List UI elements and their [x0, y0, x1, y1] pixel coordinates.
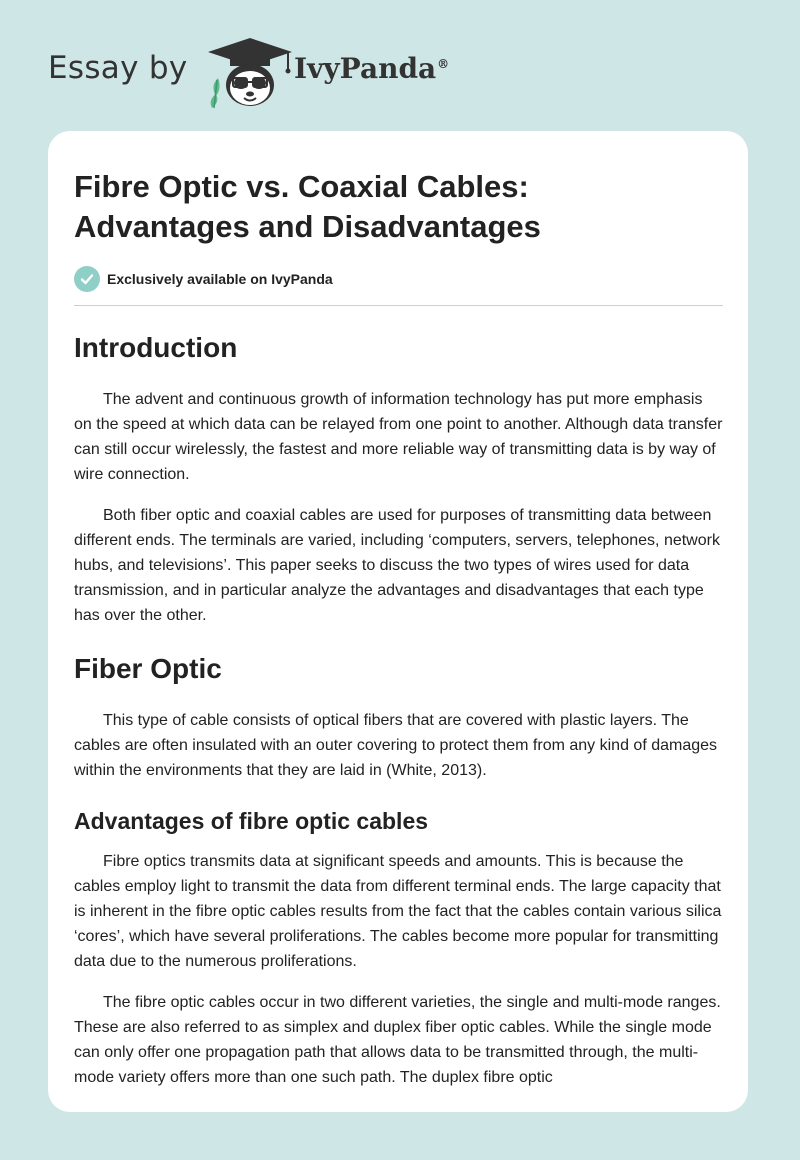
- exclusive-badge: [74, 265, 723, 292]
- divider: [74, 305, 723, 306]
- brand-name-text: IvyPanda: [294, 52, 437, 85]
- paragraph: Both fiber optic and coaxial cables are used for purposes of transmitting data between different ends. The terminals are varied, including ‘computers, servers, telephones, network hubs, and televisions’. This paper seeks to discuss the two types of wires used for data transmission, and in particular analyze the advantages and disadvantages that each type has over the other.: [74, 507, 720, 624]
- paragraph: Fibre optics transmits data at significant speeds and amounts. This is because the cables employ light to transmit the data from different terminal ends. The large capacity that is inherent in the fibre optic cables results from the fact that the cables contain various silica ‘cores’, which have several proliferations. The cables become more popular for transmitting data due to the numerous proliferations.: [74, 853, 722, 970]
- panda-graduate-logo-icon[interactable]: [200, 36, 300, 110]
- essay-content: [74, 167, 723, 1090]
- paragraph: The fibre optic cables occur in two different varieties, the single and multi-mode ranges. These are also referred to as simplex and duplex fiber optic cables. While the single mode can only offer one propagation path that allows data to be transmitted through, the multi-mode variety offers more than one such path. The duplex fibre optic: [74, 994, 721, 1086]
- title-line-2: Advantages and Disadvantages: [74, 209, 541, 244]
- site-header: [48, 36, 548, 110]
- checkmark-icon: [74, 266, 100, 292]
- paragraph: This type of cable consists of optical fibers that are covered with plastic layers. The cables are often insulated with an outer covering to protect them from any kind of damages within the environments that they are laid in (White, 2013).: [74, 712, 718, 779]
- essay-title: [74, 167, 723, 247]
- title-line-1: Fibre Optic vs. Coaxial Cables:: [74, 169, 529, 204]
- heading-advantages: Advantages of fibre optic cables: [74, 808, 429, 834]
- essay-by-label: Essay by: [48, 50, 188, 86]
- registered-mark: ®: [437, 56, 450, 71]
- heading-fiber-optic: Fiber Optic: [74, 653, 222, 684]
- ivypanda-brand-name[interactable]: [294, 52, 449, 85]
- essay-card: [48, 131, 748, 1112]
- exclusive-text: Exclusively available on IvyPanda: [107, 270, 333, 287]
- heading-introduction: Introduction: [74, 332, 238, 363]
- paragraph: The advent and continuous growth of information technology has put more emphasis on the speed at which data can be relayed from one point to another. Although data transfer can still occur wirelessly, the fastest and more reliable way of transmitting data is by way of wire connection.: [74, 391, 723, 483]
